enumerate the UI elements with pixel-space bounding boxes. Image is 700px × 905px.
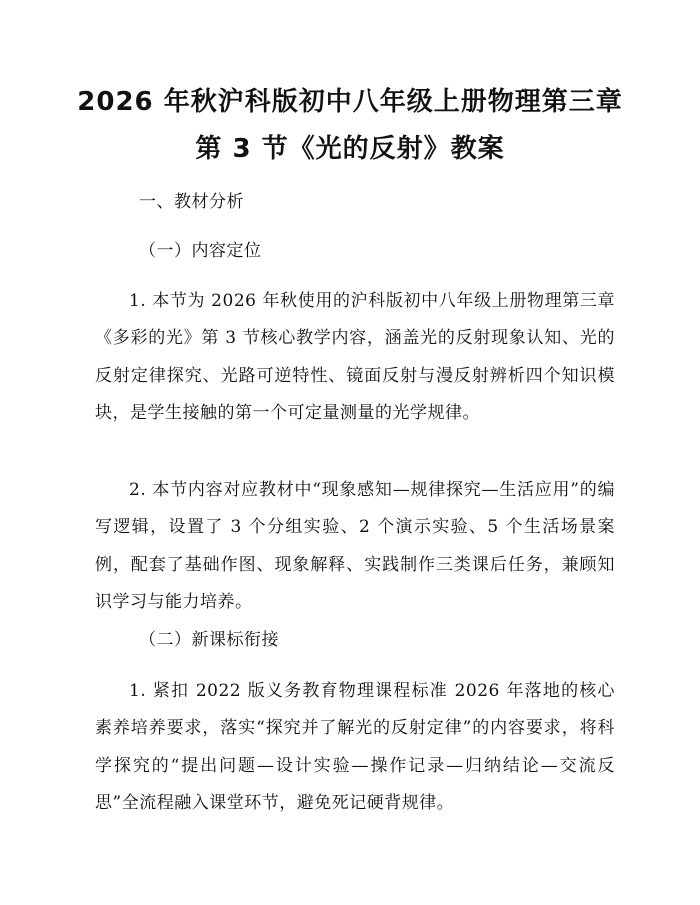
section-heading-teaching-material-analysis: 一、教材分析 [139, 192, 244, 212]
document-title-line-2: 第 3 节《光的反射》教案 [195, 134, 505, 164]
paragraph-curriculum-standard-1: 1. 紧扣 2022 版义务教育物理课程标准 2026 年落地的核心素养培养要求，落实“探究并了解光的反射定律”的内容要求，将科学探究的“提出问题—设计实验—操作记录—归纳结论—交流反思”全流程融入课堂环节，避免死记硬背规律。 [95, 681, 615, 813]
paragraph-content-positioning-1: 1. 本节为 2026 年秋使用的沪科版初中八年级上册物理第三章《多彩的光》第 3 节核心教学内容，涵盖光的反射现象认知、光的反射定律探究、光路可逆特性、镜面反射与漫反射辨析四个知识模块，是学生接触的第一个可定量测量的光学规律。 [95, 291, 615, 423]
subsection-heading-content-positioning: （一）内容定位 [139, 241, 262, 261]
document-title-line-1: 2026 年秋沪科版初中八年级上册物理第三章 [77, 87, 623, 117]
subsection-heading-curriculum-standard: （二）新课标衔接 [139, 630, 279, 650]
paragraph-content-positioning-2: 2. 本节内容对应教材中“现象感知—规律探究—生活应用”的编写逻辑，设置了 3 个分组实验、2 个演示实验、5 个生活场景案例，配套了基础作图、现象解释、实践制作三类课后任务，兼顾知识学习与能力培养。 [95, 480, 615, 612]
